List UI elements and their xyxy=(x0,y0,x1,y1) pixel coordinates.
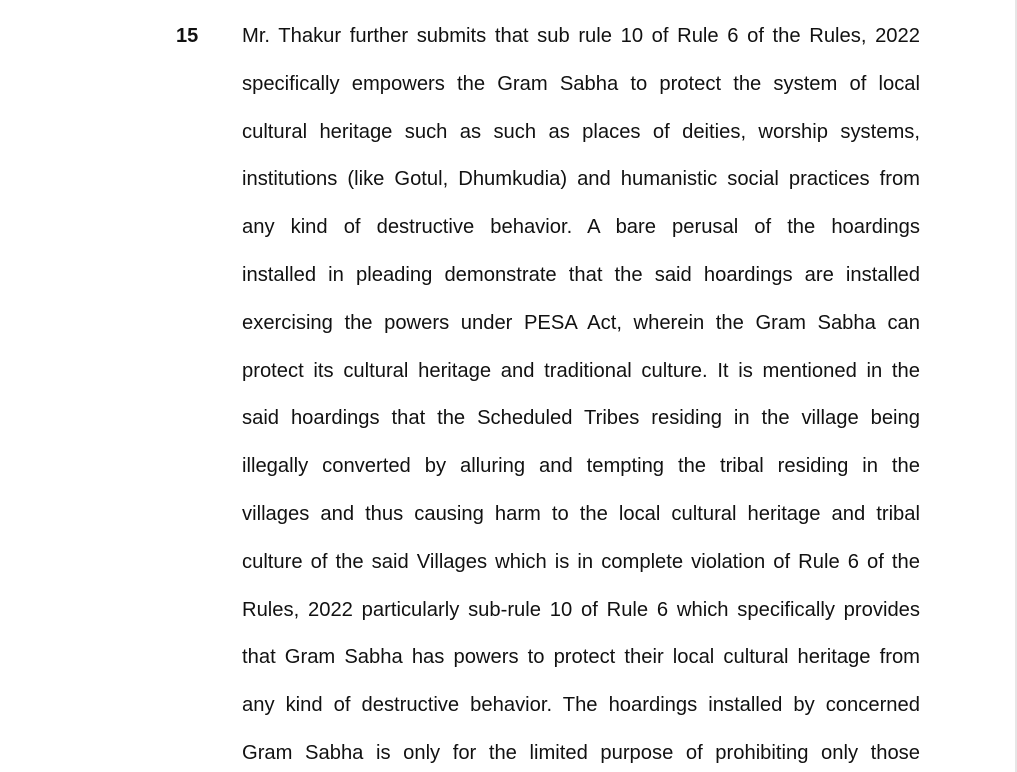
paragraph-line: institutions (like Gotul, Dhumkudia) and humanistic social practices from xyxy=(242,168,920,191)
paragraph-line: that Gram Sabha has powers to protect their local cultural heritage from xyxy=(242,646,920,669)
paragraph-line: protect its cultural heritage and traditional culture. It is mentioned in the xyxy=(242,359,920,382)
paragraph-line: said hoardings that the Scheduled Tribes residing in the village being xyxy=(242,407,920,430)
paragraph-line: Rules, 2022 particularly sub-rule 10 of Rule 6 which specifically provides xyxy=(242,598,920,621)
paragraph-body xyxy=(242,24,920,765)
paragraph-line: culture of the said Villages which is in complete violation of Rule 6 of the xyxy=(242,550,920,573)
paragraph-line: cultural heritage such as such as places of deities, worship systems, xyxy=(242,120,920,143)
paragraph-line: Mr. Thakur further submits that sub rule 10 of Rule 6 of the Rules, 2022 xyxy=(242,25,920,47)
paragraph-line: any kind of destructive behavior. A bare perusal of the hoardings xyxy=(242,216,920,239)
paragraph-line: any kind of destructive behavior. The hoardings installed by concerned xyxy=(242,694,920,717)
paragraph-line: installed in pleading demonstrate that the said hoardings are installed xyxy=(242,263,920,286)
paragraph-line: illegally converted by alluring and tempting the tribal residing in the xyxy=(242,455,920,478)
paragraph-number: 15 xyxy=(176,25,199,47)
paragraph-line: exercising the powers under PESA Act, wherein the Gram Sabha can xyxy=(242,311,920,334)
paragraph-line: Gram Sabha is only for the limited purpose of prohibiting only those xyxy=(242,741,920,764)
paragraph-line: specifically empowers the Gram Sabha to protect the system of local xyxy=(242,72,920,95)
paragraph-line: villages and thus causing harm to the local cultural heritage and tribal xyxy=(242,502,920,525)
